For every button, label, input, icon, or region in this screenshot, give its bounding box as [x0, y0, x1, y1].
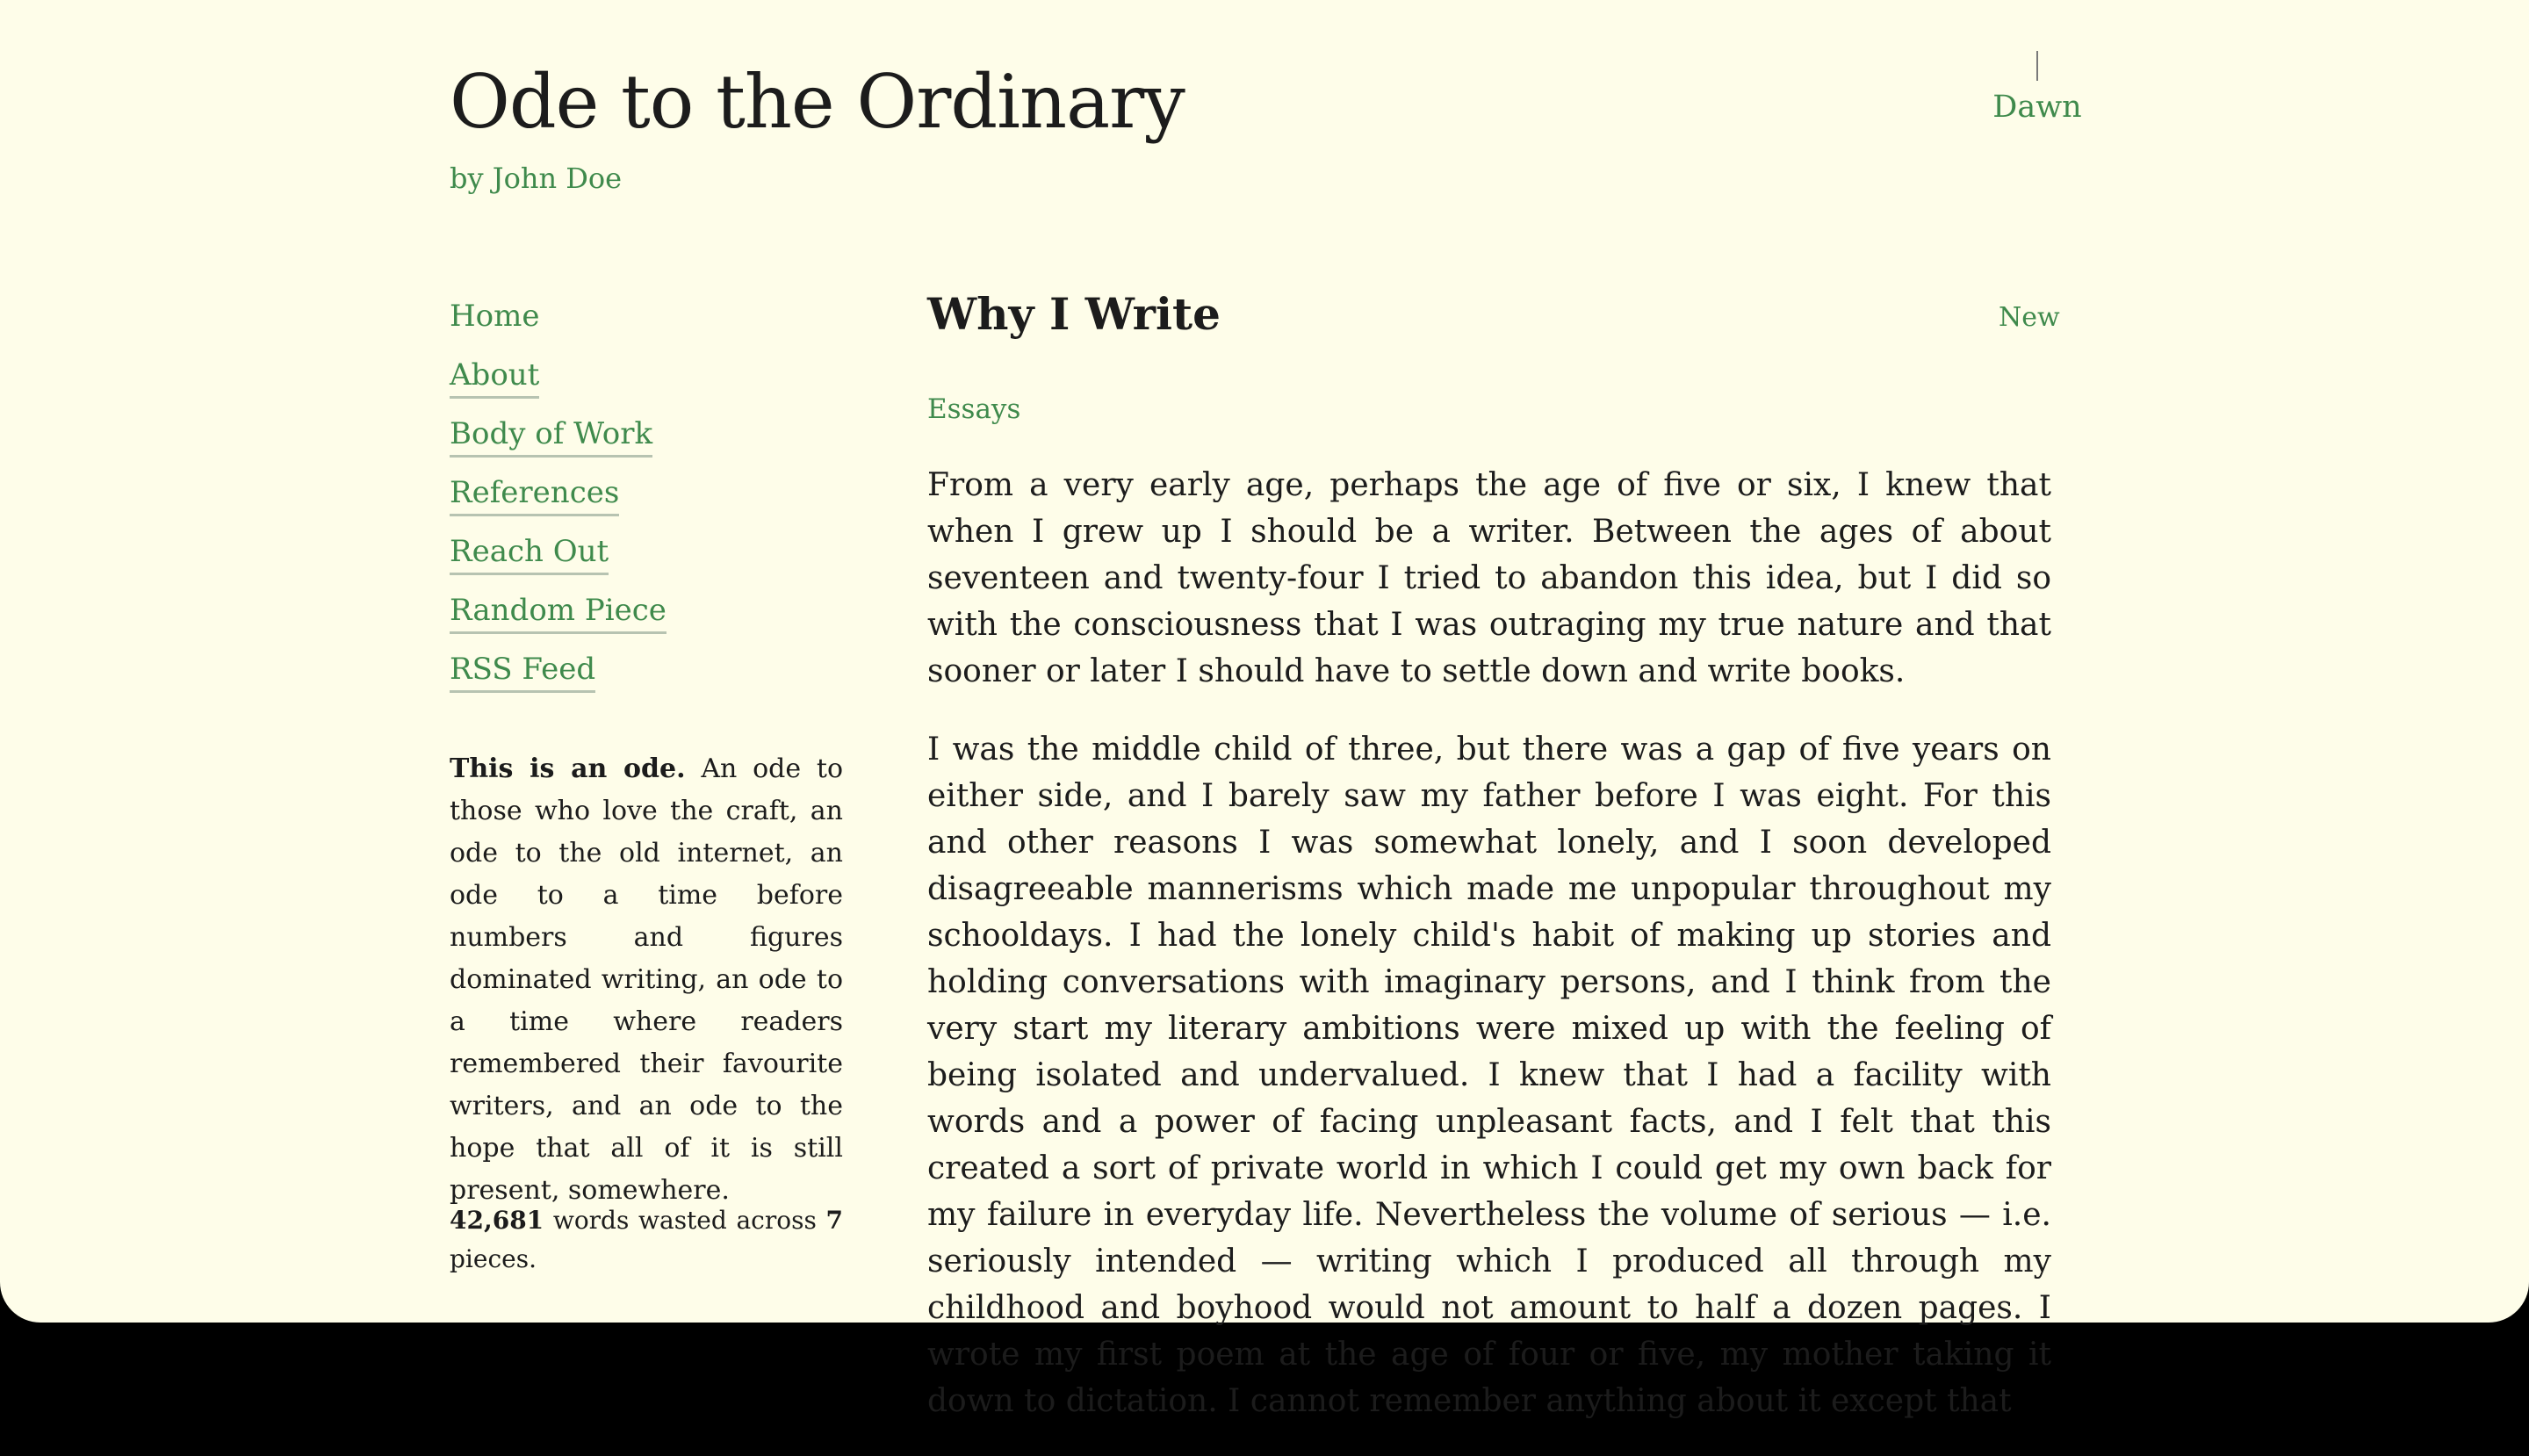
site-title: Ode to the Ordinary [450, 59, 1185, 145]
post-category-link[interactable]: Essays [927, 393, 1021, 425]
nav-link-home[interactable]: Home [450, 299, 540, 334]
word-count: 42,681 [450, 1206, 544, 1235]
word-stats-end: pieces. [450, 1244, 537, 1273]
post-paragraph-2: I was the middle child of three, but there was a gap of five years on either side, and I barely saw my father before I was eight. For this and other reasons I was somewhat lonely, and I soon developed disagreeable mannerisms which made me unpopular throughout my schooldays. I had the lonely child's habit of making up stories and holding conversations with imaginary persons, and I think from the very start my literary ambitions were mixed up with the feeling of being isolated and undervalued. I knew that I had a facility with words and a power of facing unpleasant facts, and I felt that this created a sort of private world in which I could get my own back for my failure in everyday life. Nevertheless the volume of serious — i.e. seriously intended — writing which I produced all through my childhood and boyhood would not amount to half a dozen pages. I wrote my first poem at the age of four or five, my mother taking it down to dictation. I cannot remember anything about it except that [927, 732, 2051, 1419]
piece-count: 7 [825, 1206, 843, 1235]
ode-description [450, 748, 843, 1212]
nav-link-reach-out[interactable]: Reach Out [450, 534, 609, 575]
nav-item-body-of-work [450, 416, 666, 475]
word-stats-middle: words wasted across [544, 1206, 826, 1235]
nav-item-reach-out [450, 534, 666, 593]
nav-item-rss-feed [450, 652, 666, 710]
word-stats [450, 1201, 843, 1279]
nav-link-rss-feed[interactable]: RSS Feed [450, 652, 595, 693]
theme-divider [2036, 51, 2038, 81]
nav-link-random-piece[interactable]: Random Piece [450, 593, 666, 634]
nav-link-about[interactable]: About [450, 357, 539, 399]
nav-item-references [450, 475, 666, 534]
post-title: Why I Write [927, 288, 1221, 340]
post-paragraph-1: From a very early age, perhaps the age of five or six, I knew that when I grew up I should be a writer. Between the ages of about seventeen and twenty-four I tried to abandon this idea, but I did so with the consciousness that I was outraging my true nature and that sooner or later I should have to settle down and write books. [927, 467, 2051, 689]
theme-toggle-button[interactable]: Dawn [1992, 90, 2082, 125]
nav-item-random-piece [450, 593, 666, 652]
nav-item-about [450, 357, 666, 416]
site-byline: by John Doe [450, 162, 623, 195]
sidebar-nav [450, 299, 666, 710]
theme-switch[interactable] [1967, 51, 2108, 125]
new-badge: New [1999, 302, 2060, 333]
ode-lead: This is an ode. [450, 753, 686, 784]
nav-link-body-of-work[interactable]: Body of Work [450, 416, 652, 458]
post-body [927, 462, 2051, 1456]
nav-link-references[interactable]: References [450, 475, 619, 516]
nav-item-home [450, 299, 666, 357]
ode-body: An ode to those who love the craft, an ode to the old internet, an ode to a time before numbers and figures dominated writing, an ode to a time where readers remembered their favourite writers, and an ode to the hope that all of it is still present, somewhere. [450, 753, 844, 1206]
